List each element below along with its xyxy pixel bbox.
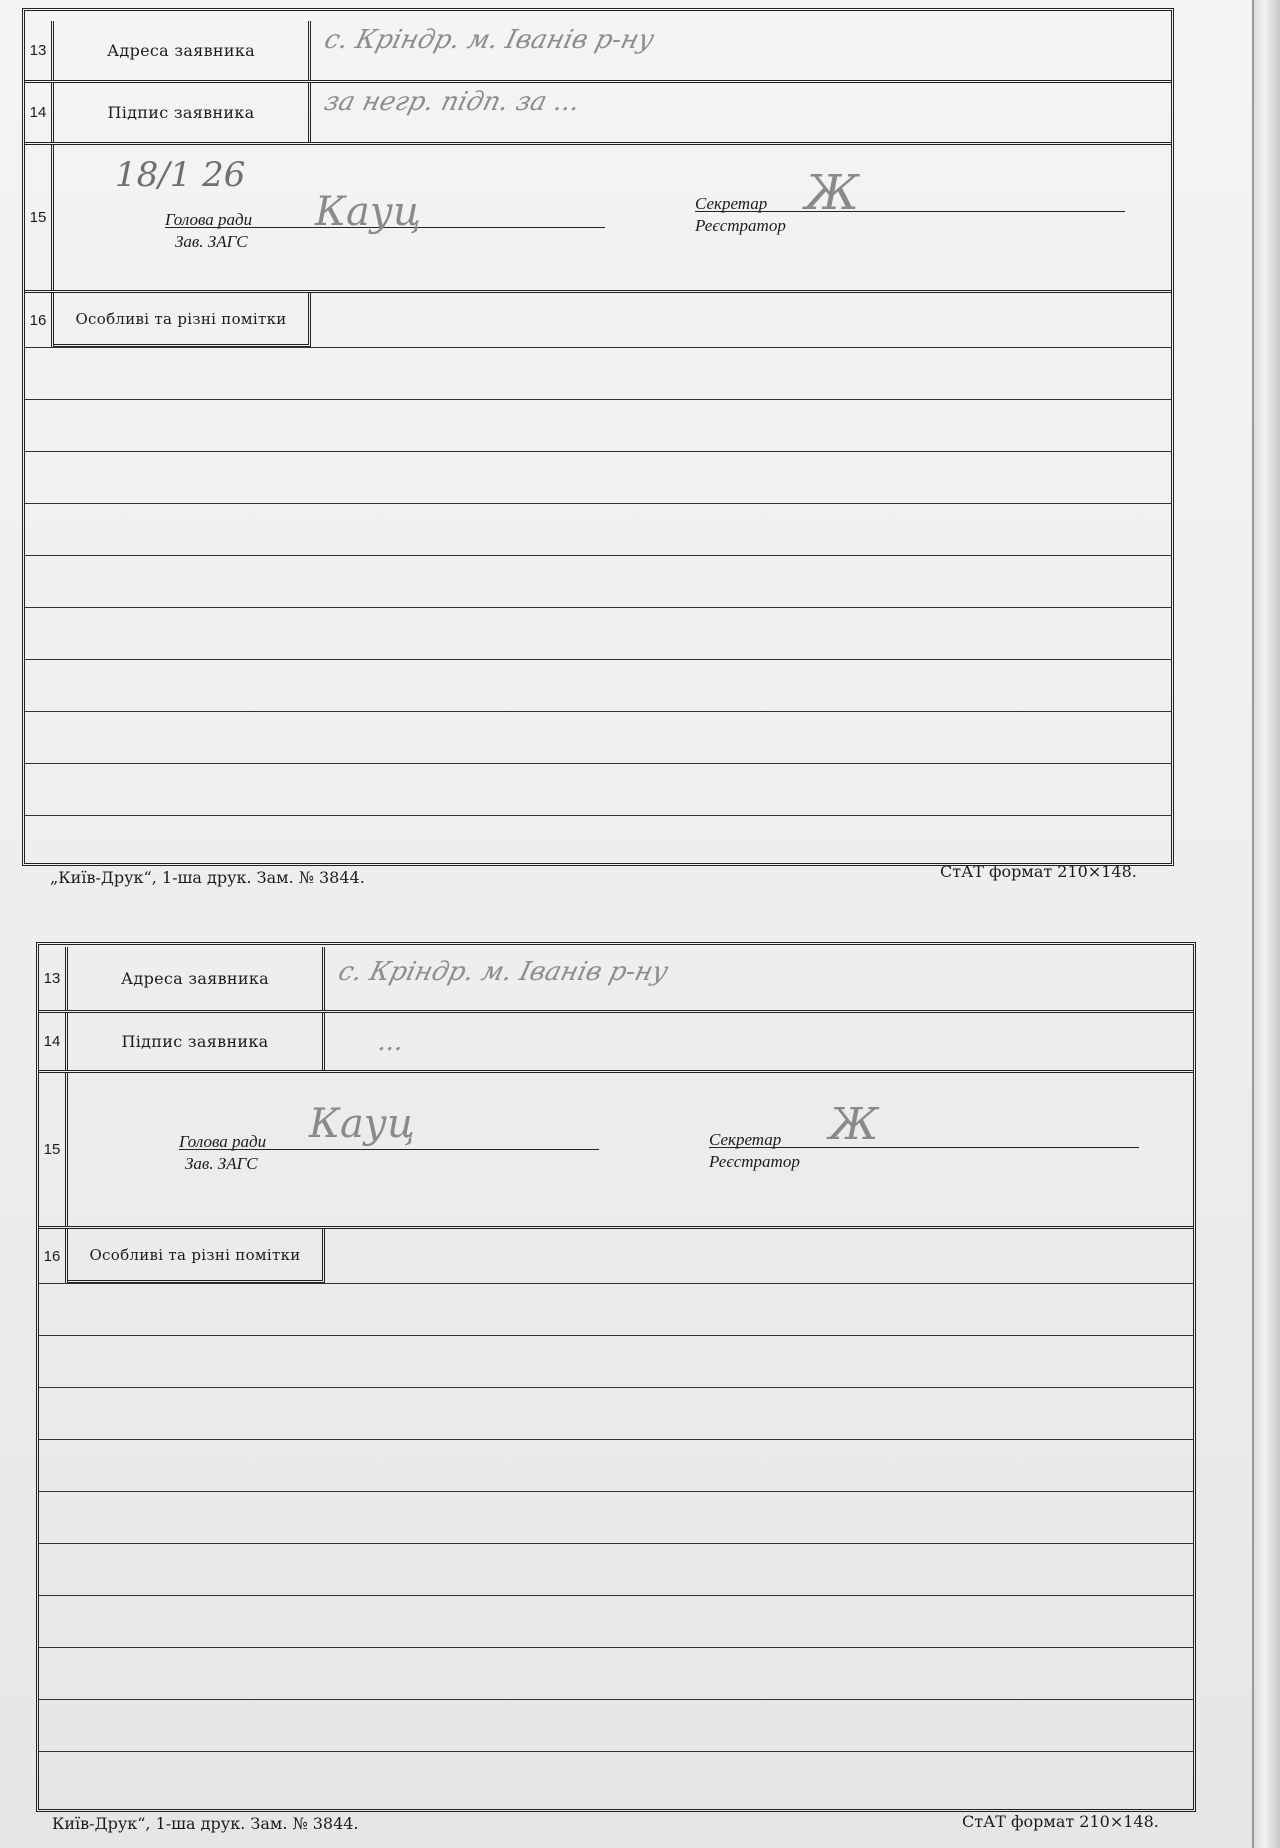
note-line [39,1543,1193,1544]
note-line [39,1439,1193,1440]
row-label: Підпис заявника [54,83,311,142]
handwritten-signature-note: за негр. підп. за ... [321,87,584,117]
note-line [39,1699,1193,1700]
handwritten-address: с. Кріндр. м. Іванів р-ну [321,25,658,55]
note-line [39,1283,1193,1284]
note-line [25,763,1171,764]
row-14 [39,1013,1193,1073]
row-14 [25,83,1171,145]
registrar-label: Реєстратор [695,216,786,235]
note-line [25,451,1171,452]
row-number: 14 [25,83,54,142]
row-number: 16 [25,293,54,347]
row-label: Підпис заявника [68,1013,325,1070]
row-15 [39,1073,1193,1229]
zags-head-label: Зав. ЗАГС [185,1154,258,1173]
note-line [25,607,1171,608]
row-label: Особливі та різні помітки [54,293,311,347]
row-number: 16 [39,1229,68,1283]
note-line [25,399,1171,400]
row-13 [25,21,1171,83]
note-line [25,815,1171,816]
note-line [39,1335,1193,1336]
printer-imprint: „Київ-Друк“, 1-ша друк. Зам. № 3844. [50,868,365,887]
note-line [39,1387,1193,1388]
note-line [25,503,1171,504]
page-edge [1252,0,1280,1848]
secretary-signature: Ж [829,1099,879,1150]
zags-head-label: Зав. ЗАГС [175,232,248,251]
secretary-signature-line [695,211,1125,212]
note-line [25,347,1171,348]
note-line [25,711,1171,712]
form-2 [36,942,1196,1812]
row-16 [39,1229,1193,1283]
chairman-label: Голова ради [179,1132,267,1151]
chairman-signature-line [179,1149,599,1150]
chairman-signature: Кауц [315,189,421,235]
row-13 [39,947,1193,1013]
format-note: СтАТ формат 210×148. [940,862,1137,881]
row-label: Адреса заявника [68,947,325,1010]
row-label: Адреса заявника [54,21,311,80]
secretary-signature-line [709,1147,1139,1148]
row-number: 14 [39,1013,68,1070]
row-number: 13 [39,947,68,1010]
row-16 [25,293,1171,347]
registrar-label: Реєстратор [709,1152,800,1171]
form-1 [22,8,1174,866]
note-line [25,555,1171,556]
secretary-label: Секретар [709,1130,782,1149]
format-note: СтАТ формат 210×148. [962,1812,1159,1831]
secretary-label: Секретар [695,194,768,213]
notes-area [39,1283,1193,1809]
row-number: 15 [25,145,54,290]
note-line [39,1595,1193,1596]
row-number: 15 [39,1073,68,1226]
note-line [39,1647,1193,1648]
secretary-signature: Ж [805,165,859,221]
date-scrawl: 18/1 26 [115,155,246,195]
handwritten-address: с. Кріндр. м. Іванів р-ну [335,957,672,987]
row-label: Особливі та різні помітки [68,1229,325,1283]
row-15 [25,145,1171,293]
row-number: 13 [25,21,54,80]
note-line [25,659,1171,660]
handwritten-signature-note: ... [375,1027,408,1057]
chairman-signature: Кауц [309,1101,415,1147]
note-line [39,1751,1193,1752]
chairman-label: Голова ради [165,210,253,229]
note-line [39,1491,1193,1492]
printer-imprint: Київ-Друк“, 1-ша друк. Зам. № 3844. [52,1814,359,1833]
notes-area [25,347,1171,863]
